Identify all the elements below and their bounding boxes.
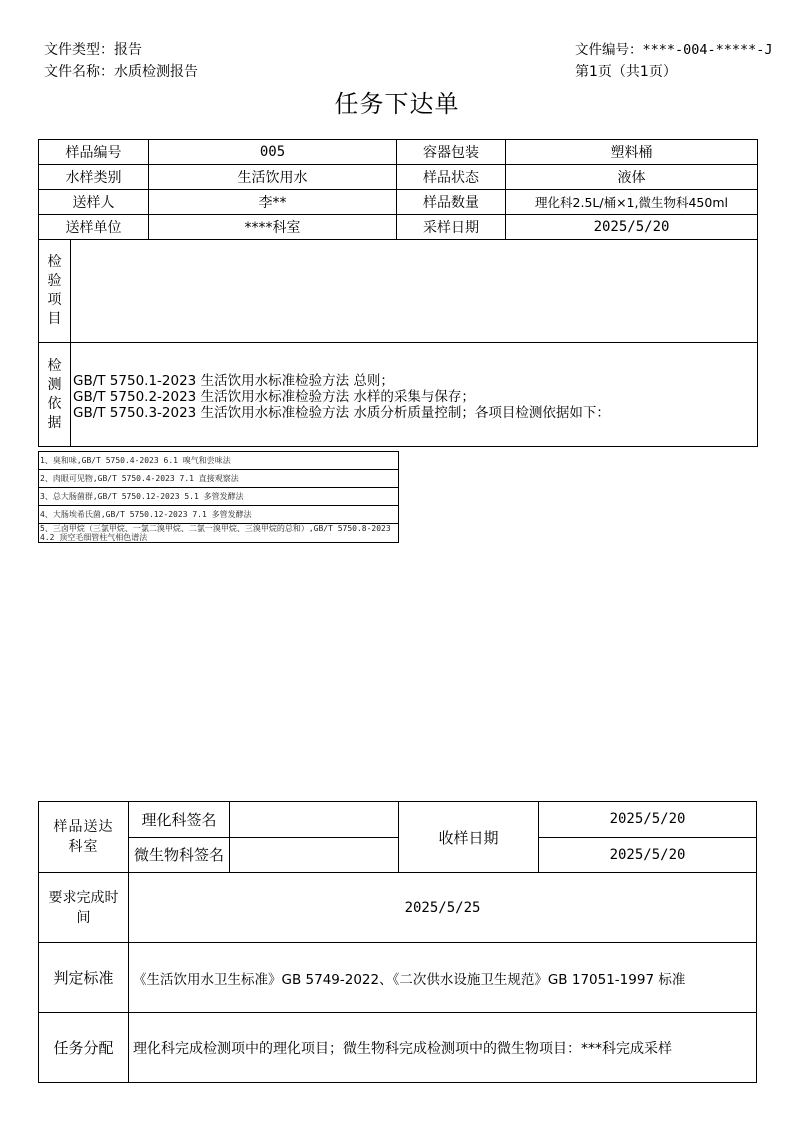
test-basis-label-cell (39, 343, 71, 447)
phys-sign-field[interactable] (230, 802, 399, 838)
method-item: 4、大肠埃希氏菌,GB/T 5750.12-2023 7.1 多管发酵法 (39, 506, 399, 524)
sender-label: 送样人 (39, 190, 149, 215)
dept-label-cell (39, 802, 129, 873)
assign-label: 任务分配 (39, 1013, 129, 1083)
sender-value: 李** (149, 190, 397, 215)
method-item: 2、肉眼可见物,GB/T 5750.4-2023 7.1 直接观察法 (39, 470, 399, 488)
sampling-date-label: 采样日期 (397, 215, 506, 240)
table-row (39, 452, 399, 470)
unit-label: 送样单位 (39, 215, 149, 240)
container-value: 塑料桶 (506, 140, 758, 165)
delivery-table (38, 801, 757, 1083)
table-row (39, 506, 399, 524)
test-items-content (71, 240, 758, 343)
micro-sign-label: 微生物科签名 (129, 837, 230, 873)
table-row (39, 1013, 757, 1083)
test-basis-content (71, 343, 758, 447)
table-row (39, 165, 758, 190)
table-row (39, 488, 399, 506)
page-indicator: 第1页（共1页） (575, 64, 677, 80)
test-basis-label: 检测依据 (47, 357, 62, 431)
table-row (39, 524, 399, 543)
sample-info-table (38, 139, 758, 447)
state-label: 样品状态 (397, 165, 506, 190)
receive-date-2: 2025/5/20 (539, 837, 757, 873)
file-type: 文件类型：报告 (44, 42, 142, 58)
quantity-value: 理化科2.5L/桶×1,微生物科450ml (506, 190, 758, 215)
method-item: 1、臭和味,GB/T 5750.4-2023 6.1 嗅气和尝味法 (39, 452, 399, 470)
water-type-label: 水样类别 (39, 165, 149, 190)
standard-value: 《生活饮用水卫生标准》GB 5749-2022、《二次供水设施卫生规范》GB 17051-1997 标准 (129, 943, 757, 1013)
table-row (39, 470, 399, 488)
test-items-label-cell (39, 240, 71, 343)
basis-line: GB/T 5750.1-2023 生活饮用水标准检验方法 总则； (73, 372, 394, 389)
micro-sign-field[interactable] (230, 837, 399, 873)
state-value: 液体 (506, 165, 758, 190)
receive-date-label: 收样日期 (399, 802, 539, 873)
quantity-label: 样品数量 (397, 190, 506, 215)
receive-date-1: 2025/5/20 (539, 802, 757, 838)
dept-label: 样品送达科室 (53, 819, 114, 855)
file-name: 文件名称：水质检测报告 (44, 64, 198, 80)
table-row (39, 240, 758, 343)
method-list-table (38, 451, 399, 543)
container-label: 容器包装 (397, 140, 506, 165)
basis-line: GB/T 5750.2-2023 生活饮用水标准检验方法 水样的采集与保存； (73, 388, 475, 405)
page-title: 任务下达单 (334, 90, 460, 118)
file-number: 文件编号：****-004-*****-J (575, 42, 773, 58)
unit-value: ****科室 (149, 215, 397, 240)
table-row (39, 802, 757, 838)
method-item: 3、总大肠菌群,GB/T 5750.12-2023 5.1 多管发酵法 (39, 488, 399, 506)
table-row (39, 215, 758, 240)
due-date: 2025/5/25 (129, 873, 757, 943)
table-row (39, 343, 758, 447)
test-items-label: 检验项目 (47, 254, 62, 327)
standard-label: 判定标准 (39, 943, 129, 1013)
basis-line: GB/T 5750.3-2023 生活饮用水标准检验方法 水质分析质量控制；各项目检测依据如下： (73, 404, 610, 421)
table-row (39, 943, 757, 1013)
assign-value: 理化科完成检测项中的理化项目；微生物科完成检测项中的微生物项目：***科完成采样 (129, 1013, 757, 1083)
due-label-cell (39, 873, 129, 943)
sampling-date-value: 2025/5/20 (506, 215, 758, 240)
due-label: 要求完成时间 (48, 889, 119, 926)
table-row (39, 873, 757, 943)
table-row (39, 837, 757, 873)
sample-no-label: 样品编号 (39, 140, 149, 165)
table-row (39, 190, 758, 215)
table-row (39, 140, 758, 165)
sample-no-value: 005 (149, 140, 397, 165)
phys-sign-label: 理化科签名 (129, 802, 230, 838)
method-item: 5、三卤甲烷（三氯甲烷、一氯二溴甲烷、二氯一溴甲烷、三溴甲烷的总和）,GB/T 5750.8-2023 4.2 顶空毛细管柱气相色谱法 (39, 524, 399, 543)
water-type-value: 生活饮用水 (149, 165, 397, 190)
